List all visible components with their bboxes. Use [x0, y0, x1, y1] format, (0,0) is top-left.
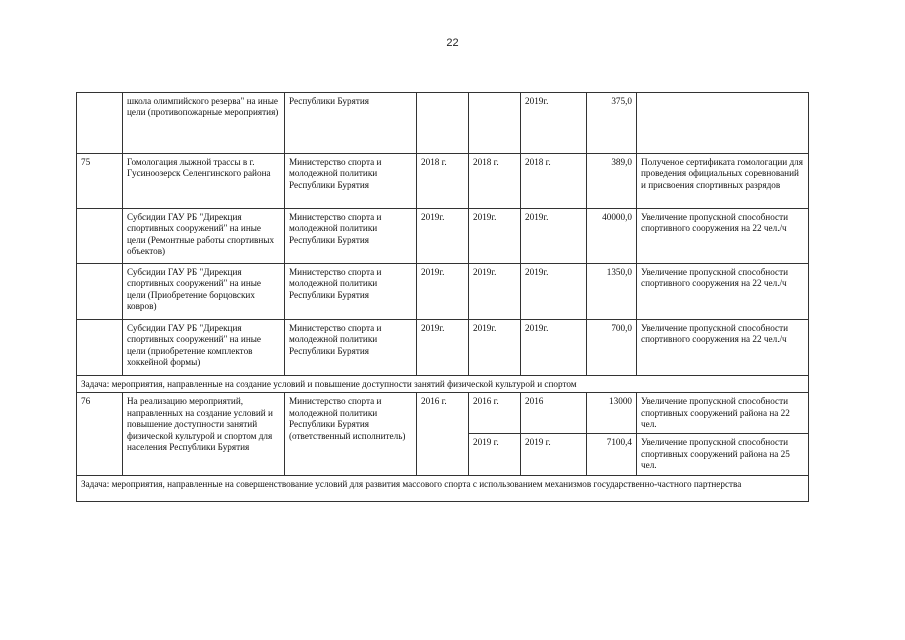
- task-row: [77, 476, 809, 502]
- task-heading: Задача: мероприятия, направленные на совершенствование условий для развития массового спорта с использованием механизмов государственно-частного партнерства: [77, 476, 809, 502]
- table-row: [77, 264, 809, 320]
- measure-name: школа олимпийского резерва" на иные цели (противопожарные мероприятия): [123, 93, 285, 154]
- table-row: [77, 93, 809, 154]
- expected-result: Увеличение пропускной способности спортивных сооружений района на 25 чел.: [637, 434, 809, 476]
- end-date: [469, 93, 521, 154]
- funding-amount: 389,0: [587, 154, 637, 209]
- task-heading: Задача: мероприятия, направленные на создание условий и повышение доступности занятий физической культурой и спортом: [77, 376, 809, 393]
- table-row: [77, 320, 809, 376]
- start-date: 2019г.: [417, 209, 469, 264]
- executor: Министерство спорта и молодежной политики Республики Бурятия: [285, 320, 417, 376]
- expected-result: Увеличение пропускной способности спортивного сооружения на 22 чел./ч: [637, 320, 809, 376]
- end-date: 2019г.: [469, 320, 521, 376]
- row-number: [77, 264, 123, 320]
- funding-year: 2019г.: [521, 264, 587, 320]
- expected-result: Увеличение пропускной способности спортивных сооружений района на 22 чел.: [637, 393, 809, 434]
- expected-result: Увеличение пропускной способности спортивного сооружения на 22 чел./ч: [637, 209, 809, 264]
- executor: Министерство спорта и молодежной политики Республики Бурятия (ответственный исполнитель): [285, 393, 417, 476]
- task-row: [77, 376, 809, 393]
- funding-year: 2019г.: [521, 209, 587, 264]
- page-number: 22: [446, 37, 459, 49]
- measure-name: Субсидии ГАУ РБ "Дирекция спортивных сооружений" на иные цели (Ремонтные работы спортивных объектов): [123, 209, 285, 264]
- measure-name: Субсидии ГАУ РБ "Дирекция спортивных сооружений" на иные цели (приобретение комплектов хоккейной формы): [123, 320, 285, 376]
- executor: Министерство спорта и молодежной политики Республики Бурятия: [285, 154, 417, 209]
- end-date: 2018 г.: [469, 154, 521, 209]
- end-date: 2016 г.: [469, 393, 521, 434]
- row-number: 76: [77, 393, 123, 476]
- executor: Республики Бурятия: [285, 93, 417, 154]
- expected-result: Увеличение пропускной способности спортивного сооружения на 22 чел./ч: [637, 264, 809, 320]
- funding-year: 2016: [521, 393, 587, 434]
- funding-year: 2019г.: [521, 320, 587, 376]
- funding-amount: 40000,0: [587, 209, 637, 264]
- end-date: 2019 г.: [469, 434, 521, 476]
- funding-amount: 375,0: [587, 93, 637, 154]
- measure-name: Гомологация лыжной трассы в г. Гусиноозерск Селенгинского района: [123, 154, 285, 209]
- measure-name: Субсидии ГАУ РБ "Дирекция спортивных сооружений" на иные цели (Приобретение борцовских ковров): [123, 264, 285, 320]
- start-date: 2018 г.: [417, 154, 469, 209]
- expected-result: [637, 93, 809, 154]
- funding-year: 2019 г.: [521, 434, 587, 476]
- funding-amount: 1350,0: [587, 264, 637, 320]
- start-date: 2019г.: [417, 320, 469, 376]
- funding-amount: 13000: [587, 393, 637, 434]
- measures-table: [76, 92, 809, 502]
- start-date: [417, 93, 469, 154]
- row-number: [77, 93, 123, 154]
- executor: Министерство спорта и молодежной политики Республики Бурятия: [285, 264, 417, 320]
- funding-year: 2018 г.: [521, 154, 587, 209]
- start-date: 2019г.: [417, 264, 469, 320]
- funding-amount: 7100,4: [587, 434, 637, 476]
- executor: Министерство спорта и молодежной политики Республики Бурятия: [285, 209, 417, 264]
- table-row: [77, 209, 809, 264]
- table-row: [77, 393, 809, 434]
- row-number: [77, 320, 123, 376]
- row-number: 75: [77, 154, 123, 209]
- expected-result: Полученое сертификата гомологации для проведения официальных соревнований и присвоения спортивных разрядов: [637, 154, 809, 209]
- row-number: [77, 209, 123, 264]
- measure-name: На реализацию мероприятий, направленных на создание условий и повышение доступности занятий физической культурой и спортом для населения Республики Бурятия: [123, 393, 285, 476]
- end-date: 2019г.: [469, 264, 521, 320]
- funding-amount: 700,0: [587, 320, 637, 376]
- table-row: [77, 154, 809, 209]
- start-date: 2016 г.: [417, 393, 469, 476]
- end-date: 2019г.: [469, 209, 521, 264]
- funding-year: 2019г.: [521, 93, 587, 154]
